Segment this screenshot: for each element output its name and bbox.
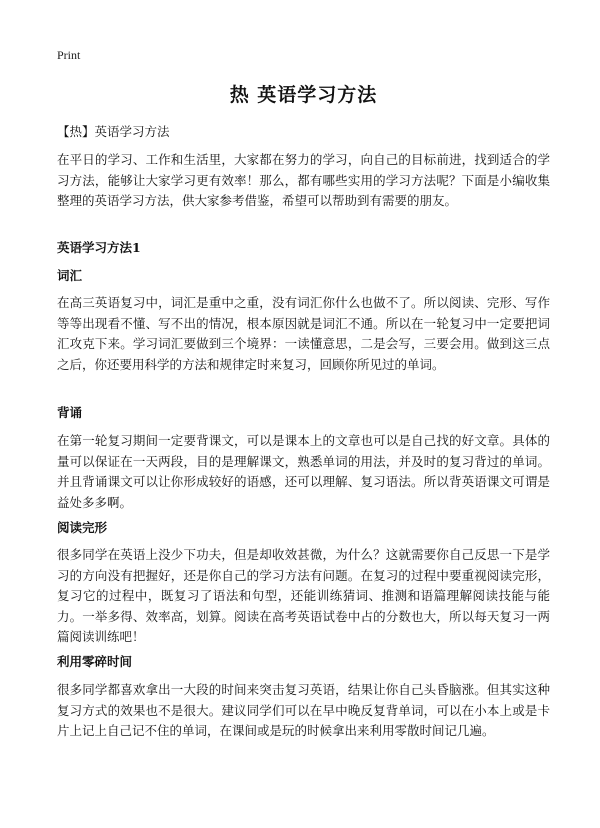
page-title: 热 英语学习方法 xyxy=(229,84,378,106)
paragraph-recitation: 在第一轮复习期间一定要背课文，可以是课本上的文章也可以是自己找的好文章。具体的量可以保证在一天两段，目的是理解课文，熟悉单词的用法，并及时的复习背过的单词。并且背诵课文可以让你形成较好的语感，还可以理解、复习语法。所以背英语课文可谓是益处多多啊。 xyxy=(57,433,550,510)
print-link[interactable]: Print xyxy=(57,48,81,62)
intro-paragraph: 在平日的学习、工作和生活里，大家都在努力的学习，向自己的目标前进，找到适合的学习方法，能够让大家学习更有效率！那么，都有哪些实用的学习方法呢？下面是小编收集整理的英语学习方法，供大家参考借鉴，希望可以帮助到有需要的朋友。 xyxy=(57,152,550,208)
paragraph-vocabulary: 在高三英语复习中，词汇是重中之重，没有词汇你什么也做不了。所以阅读、完形、写作等等出现看不懂、写不出的情况，根本原因就是词汇不通。所以在一轮复习中一定要把词汇攻克下来。学习词汇要做到三个境界：一读懂意思，二是会写，三要会用。做到这三点之后，你还要用科学的方法和规律定时来复习，回顾你所见过的单词。 xyxy=(57,295,550,372)
heading-reading-cloze: 阅读完形 xyxy=(57,520,108,535)
heading-recitation: 背诵 xyxy=(57,405,83,420)
paragraph-reading-cloze: 很多同学在英语上没少下功夫，但是却收效甚微，为什么？这就需要你自己反思一下是学习的方向没有把握好，还是你自己的学习方法有问题。在复习的过程中要重视阅读完形，复习它的过程中，既复习了语法和句型，还能训练猜词、推测和语篇理解阅读技能与能力。一举多得、效率高，划算。阅读在高考英语试卷中占的分数也大，所以每天复习一两篇阅读训练吧！ xyxy=(57,547,550,644)
heading-spare-time: 利用零碎时间 xyxy=(57,654,133,669)
paragraph-spare-time: 很多同学都喜欢拿出一大段的时间来突击复习英语，结果让你自己头昏脑涨。但其实这种复习方式的效果也不是很大。建议同学们可以在早中晚反复背单词，可以在小本上或是卡片上记上自己记不住的单词，在课间或是玩的时候拿出来利用零散时间记几遍。 xyxy=(57,682,550,738)
subtitle: 【热】英语学习方法 xyxy=(57,124,170,139)
section-title: 英语学习方法1 xyxy=(57,240,141,255)
heading-vocabulary: 词汇 xyxy=(57,268,83,283)
